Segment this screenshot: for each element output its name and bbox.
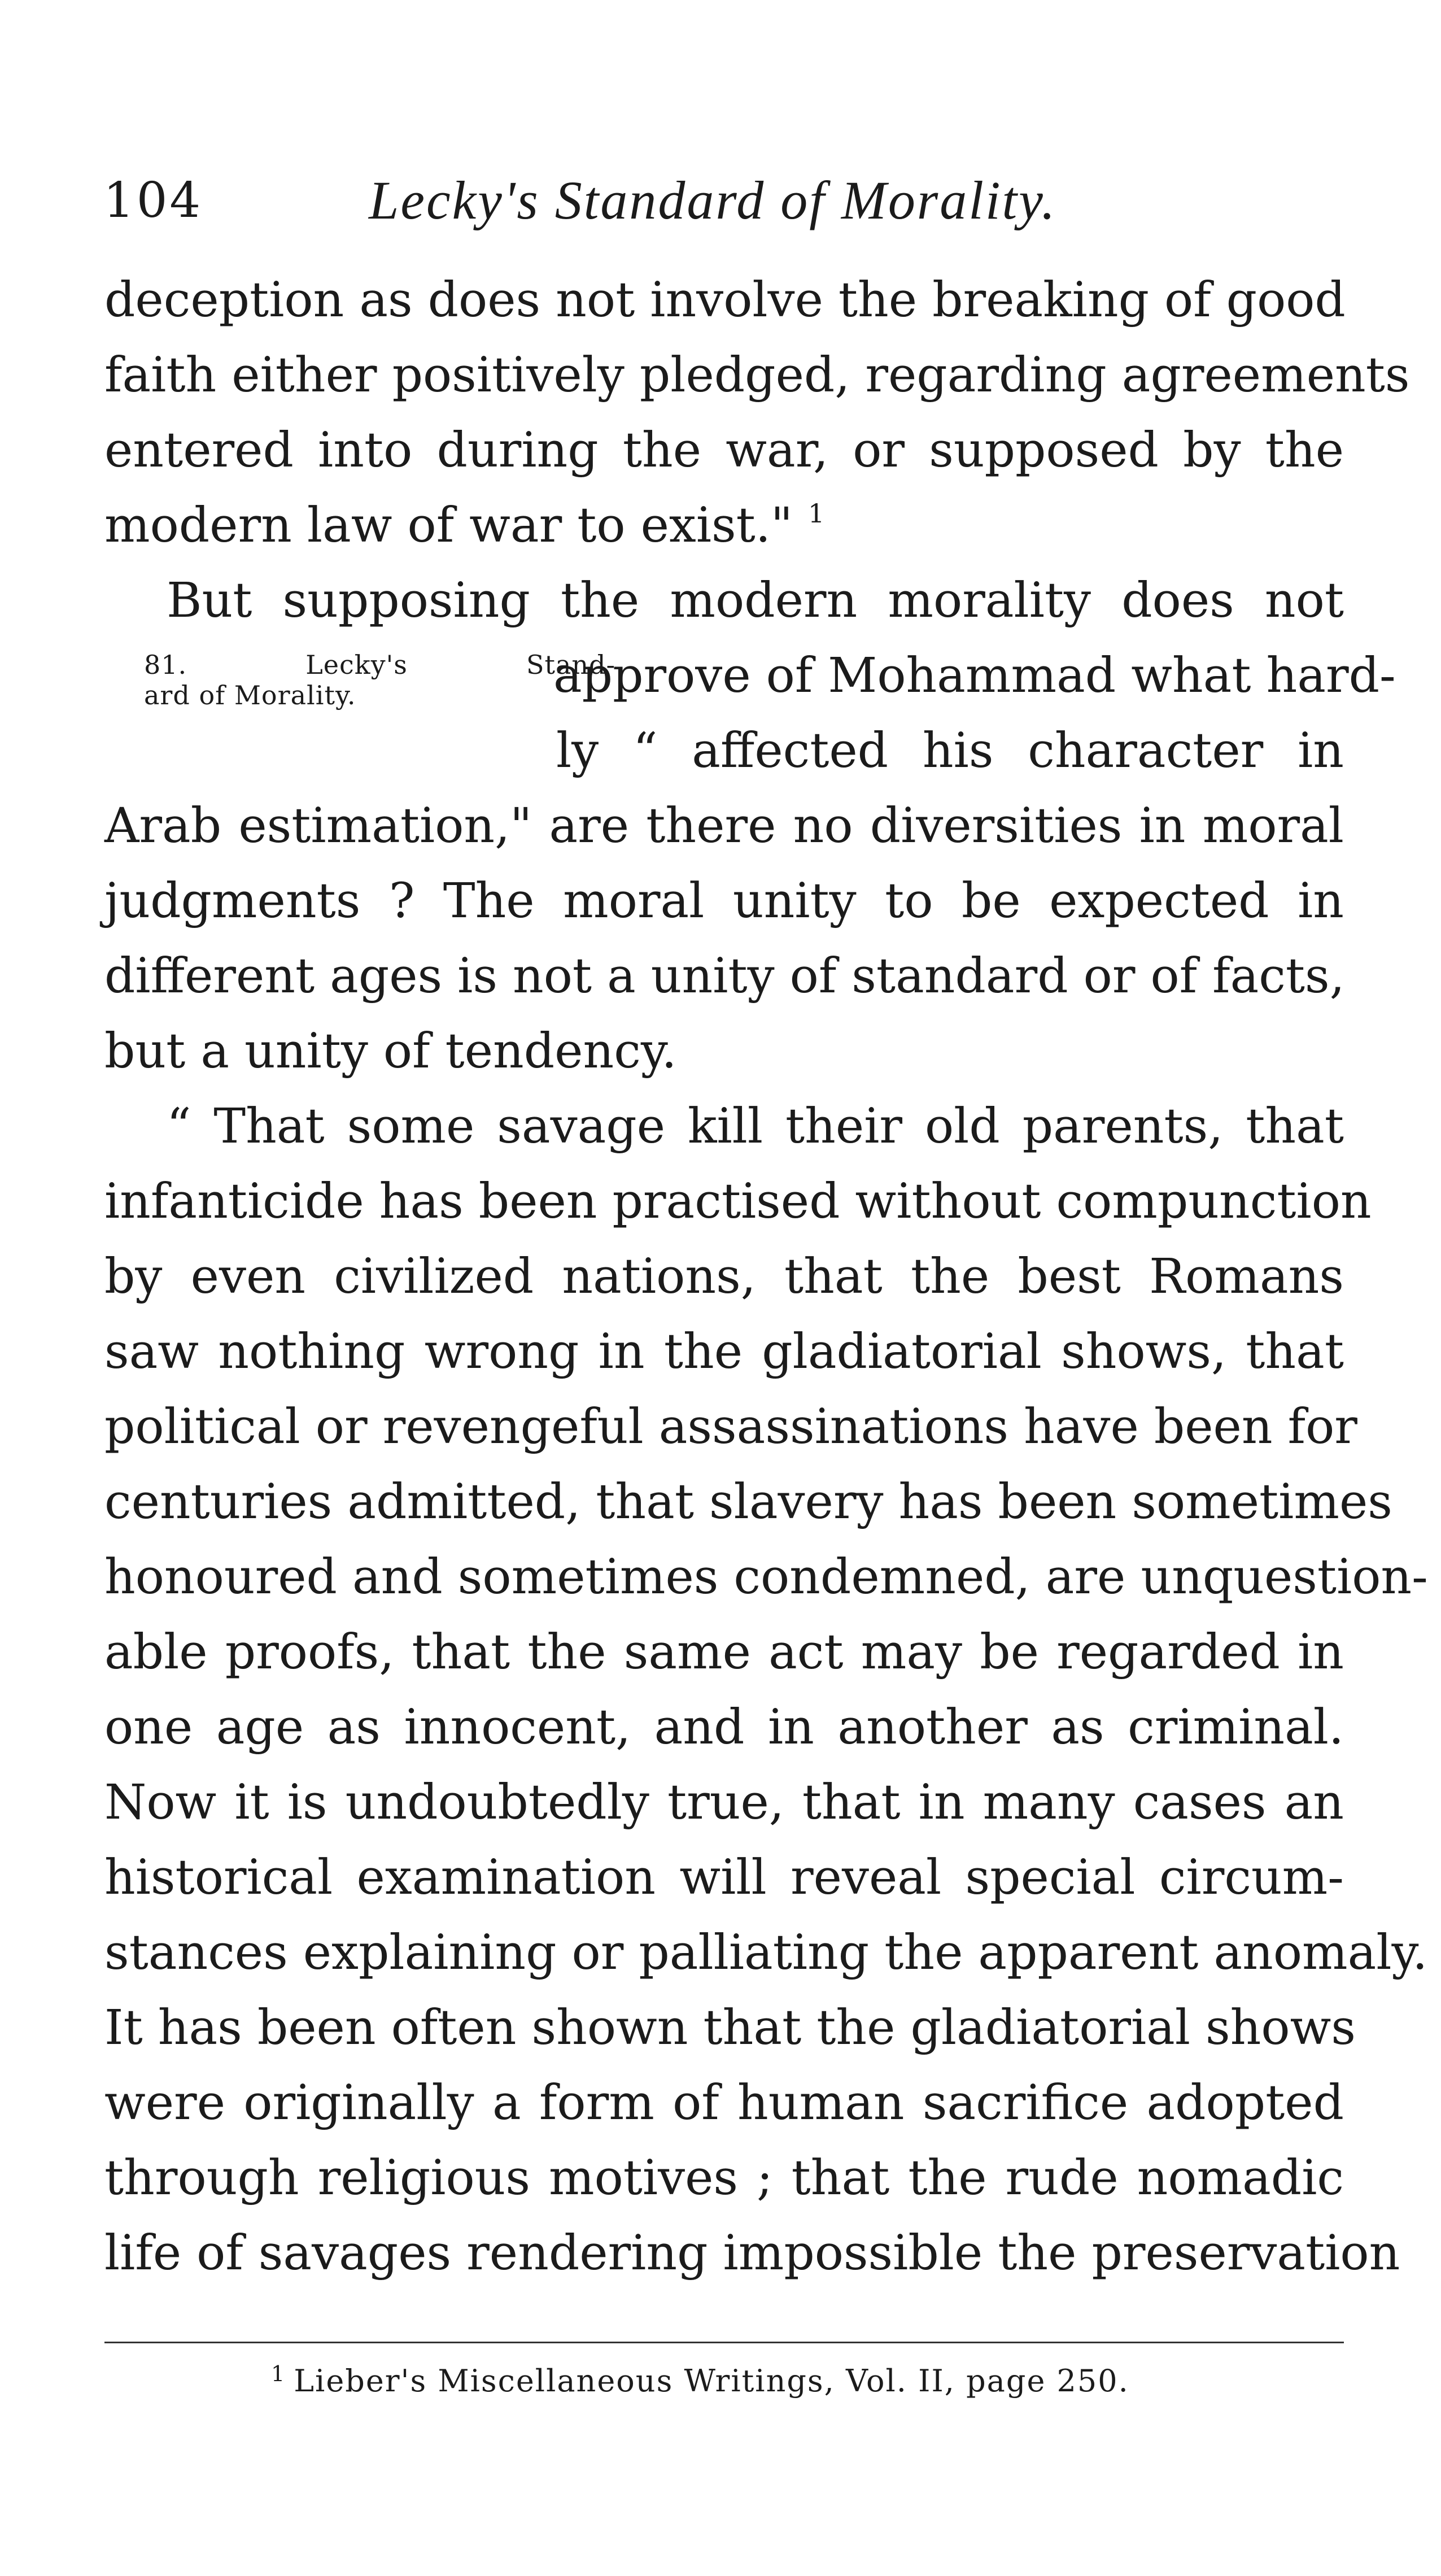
text-line-with-sidenote xyxy=(104,638,1396,713)
text-line: centuries admitted, that slavery has been sometimes xyxy=(104,1474,1392,1530)
body-text xyxy=(104,263,1428,2291)
running-header xyxy=(103,169,1346,243)
footnote-text: Lieber's Miscellaneous Writings, Vol. II, page 250. xyxy=(294,2363,1129,2399)
text-line: one age as innocent, and in another as criminal. xyxy=(104,1699,1344,1755)
text-line: But supposing the modern morality does not xyxy=(167,573,1344,629)
paragraph xyxy=(104,1089,1428,2291)
marginal-note xyxy=(144,650,618,711)
text-line-with-sidenote xyxy=(104,713,1344,788)
paragraph xyxy=(104,263,1410,563)
text-line: able proofs, that the same act may be regarded in xyxy=(104,1624,1344,1680)
text-line: were originally a form of human sacrifice adopted xyxy=(104,2075,1344,2131)
text-line: entered into during the war, or supposed by the xyxy=(104,422,1344,478)
text-line: stances explaining or palliating the apparent anomaly. xyxy=(104,1925,1428,1981)
footnote xyxy=(271,2354,1129,2401)
text-line: judgments ? The moral unity to be expected in xyxy=(104,873,1344,929)
text-line: “ That some savage kill their old parents, that xyxy=(167,1099,1344,1154)
footnote-reference: 1 xyxy=(807,498,825,529)
text-line: by even civilized nations, that the best Romans xyxy=(104,1249,1344,1305)
text-line: life of savages rendering impossible the preservation xyxy=(104,2225,1400,2281)
text-line-content: modern law of war to exist." xyxy=(104,498,793,553)
text-line: ly “ affected his character in xyxy=(556,723,1344,779)
footnote-divider xyxy=(104,2342,1344,2343)
text-line: through religious motives ; that the rude nomadic xyxy=(104,2150,1344,2206)
text-line xyxy=(104,488,1344,563)
page-number: 104 xyxy=(103,172,203,229)
text-line: honoured and sometimes condemned, are unquestion- xyxy=(104,1549,1428,1605)
text-line: saw nothing wrong in the gladiatorial shows, that xyxy=(104,1324,1344,1380)
running-title: Lecky's Standard of Morality. xyxy=(369,170,1057,230)
text-line: deception as does not involve the breaking of good xyxy=(104,272,1346,328)
text-line: It has been often shown that the gladiatorial shows xyxy=(104,2000,1356,2056)
text-line: Now it is undoubtedly true, that in many cases an xyxy=(104,1775,1344,1830)
text-line: different ages is not a unity of standard or of facts, xyxy=(104,948,1345,1004)
marginal-note-line: ard of Morality. xyxy=(144,680,356,711)
text-line: historical examination will reveal special circum- xyxy=(104,1850,1344,1906)
text-line: Arab estimation," are there no diversities in moral xyxy=(104,798,1344,854)
text-line: faith either positively pledged, regarding agreements xyxy=(104,347,1410,403)
footnote-marker: 1 xyxy=(271,2361,286,2386)
paragraph xyxy=(104,563,1396,1089)
text-line: but a unity of tendency. xyxy=(104,1023,677,1079)
text-line: approve of Mohammad what hard- xyxy=(553,648,1396,704)
marginal-note-line: 81. Lecky's Stand- xyxy=(144,650,615,680)
text-line: infanticide has been practised without compunction xyxy=(104,1174,1372,1230)
text-line: political or revengeful assassinations have been for xyxy=(104,1399,1357,1455)
